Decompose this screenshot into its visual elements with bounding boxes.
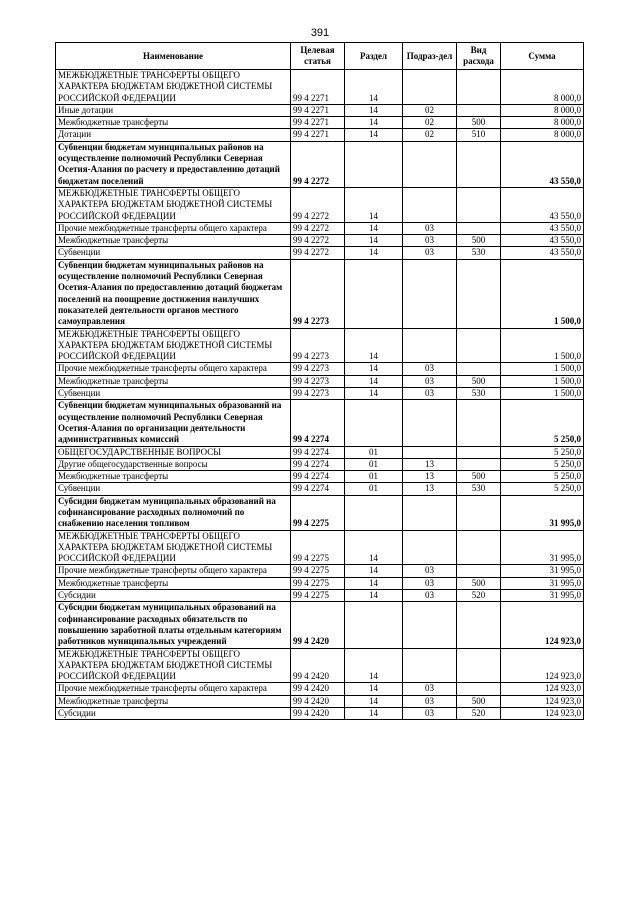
row-expense-type: 500 [457,471,501,483]
table-row [56,695,584,707]
row-target-code: 99 4 2271 [291,129,345,141]
table-row [56,141,584,187]
row-subsection [403,648,457,683]
row-target-code: 99 4 2272 [291,141,345,187]
row-section: 14 [345,683,403,695]
table-row [56,483,584,495]
table-row [56,648,584,683]
row-name: МЕЖБЮДЖЕТНЫЕ ТРАНСФЕРТЫ ОБЩЕГО ХАРАКТЕРА БЮДЖЕТАМ БЮДЖЕТНОЙ СИСТЕМЫ РОССИЙСКОЙ ФЕДЕРАЦИИ [56,187,291,222]
table-header-row [56,43,584,70]
header-target-code: Целевая статья [291,43,345,70]
row-expense-type [457,530,501,565]
table-row [56,471,584,483]
row-name: МЕЖБЮДЖЕТНЫЕ ТРАНСФЕРТЫ ОБЩЕГО ХАРАКТЕРА БЮДЖЕТАМ БЮДЖЕТНОЙ СИСТЕМЫ РОССИЙСКОЙ ФЕДЕРАЦИИ [56,70,291,105]
row-expense-type: 510 [457,129,501,141]
row-section: 14 [345,70,403,105]
row-amount: 31 995,0 [501,590,584,602]
row-subsection: 02 [403,129,457,141]
row-target-code: 99 4 2274 [291,458,345,470]
row-name: Дотации [56,129,291,141]
row-amount: 1 500,0 [501,375,584,387]
row-expense-type [457,187,501,222]
row-amount: 124 923,0 [501,708,584,720]
table-row [56,363,584,375]
row-name: Субвенции бюджетам муниципальных образований на осуществление полномочий Республики Северная Осетия-Алания по организации деятельности административных комиссий [56,400,291,446]
row-expense-type [457,70,501,105]
row-section: 14 [345,375,403,387]
row-expense-type: 530 [457,388,501,400]
row-name: Субвенции бюджетам муниципальных районов на осуществление полномочий Республики Северная Осетия-Алания по предоставлению дотаций бюджетам поселений на поощрение достижения наилучших показателей деятельности органов местного самоуправления [56,259,291,328]
table-row [56,328,584,363]
row-subsection: 13 [403,471,457,483]
table-row [56,565,584,577]
row-amount: 8 000,0 [501,129,584,141]
row-expense-type [457,648,501,683]
row-amount: 124 923,0 [501,602,584,648]
row-amount: 5 250,0 [501,458,584,470]
row-expense-type [457,222,501,234]
row-target-code: 99 4 2275 [291,530,345,565]
row-subsection [403,602,457,648]
row-name: Межбюджетные трансферты [56,577,291,589]
row-amount: 8 000,0 [501,70,584,105]
row-amount: 43 550,0 [501,141,584,187]
row-target-code: 99 4 2274 [291,400,345,446]
row-subsection: 03 [403,565,457,577]
table-row [56,530,584,565]
row-subsection [403,141,457,187]
row-subsection: 03 [403,388,457,400]
row-target-code: 99 4 2275 [291,590,345,602]
table-row [56,577,584,589]
row-section: 14 [345,235,403,247]
row-target-code: 99 4 2275 [291,565,345,577]
row-amount: 5 250,0 [501,483,584,495]
row-expense-type: 530 [457,247,501,259]
row-section: 14 [345,565,403,577]
row-subsection: 03 [403,695,457,707]
row-target-code: 99 4 2272 [291,247,345,259]
row-subsection: 02 [403,104,457,116]
row-target-code: 99 4 2271 [291,117,345,129]
row-expense-type: 500 [457,117,501,129]
row-subsection: 03 [403,708,457,720]
row-expense-type: 520 [457,590,501,602]
row-subsection: 03 [403,247,457,259]
table-row [56,129,584,141]
row-section [345,602,403,648]
row-expense-type [457,458,501,470]
row-expense-type: 500 [457,235,501,247]
row-section: 01 [345,458,403,470]
table-row [56,117,584,129]
row-expense-type [457,446,501,458]
row-amount: 31 995,0 [501,565,584,577]
table-row [56,388,584,400]
table-row [56,683,584,695]
row-section: 14 [345,187,403,222]
row-amount: 5 250,0 [501,471,584,483]
row-name: ОБЩЕГОСУДАРСТВЕННЫЕ ВОПРОСЫ [56,446,291,458]
header-expense-type: Вид расхода [457,43,501,70]
row-target-code: 99 4 2273 [291,388,345,400]
row-section: 01 [345,446,403,458]
row-section: 01 [345,471,403,483]
row-subsection: 03 [403,683,457,695]
row-name: Межбюджетные трансферты [56,235,291,247]
row-expense-type [457,328,501,363]
row-section: 14 [345,708,403,720]
row-target-code: 99 4 2275 [291,577,345,589]
row-section: 14 [345,129,403,141]
row-amount: 5 250,0 [501,446,584,458]
row-name: Субсидии бюджетам муниципальных образований на софинансирование расходных обязательств по повышению заработной платы отдельным категориям работников муниципальных учреждений [56,602,291,648]
row-amount: 124 923,0 [501,648,584,683]
row-amount: 8 000,0 [501,117,584,129]
table-row [56,446,584,458]
row-name: Межбюджетные трансферты [56,117,291,129]
row-expense-type [457,104,501,116]
row-target-code: 99 4 2420 [291,648,345,683]
row-amount: 1 500,0 [501,388,584,400]
row-subsection [403,400,457,446]
table-row [56,458,584,470]
row-subsection [403,70,457,105]
row-target-code: 99 4 2273 [291,363,345,375]
row-expense-type: 500 [457,375,501,387]
budget-table [55,42,584,720]
row-section: 14 [345,117,403,129]
row-subsection: 03 [403,590,457,602]
row-section [345,495,403,530]
row-section: 14 [345,328,403,363]
row-amount: 43 550,0 [501,187,584,222]
row-amount: 8 000,0 [501,104,584,116]
row-section: 14 [345,695,403,707]
row-name: Субсидии [56,708,291,720]
table-row [56,235,584,247]
row-target-code: 99 4 2272 [291,222,345,234]
row-expense-type [457,602,501,648]
row-expense-type [457,495,501,530]
row-name: Субвенции бюджетам муниципальных районов на осуществление полномочий Республики Северная Осетия-Алания по расчету и предоставлению дотаций бюджетам поселений [56,141,291,187]
page-number: 391 [310,27,330,39]
row-target-code: 99 4 2271 [291,104,345,116]
row-subsection: 02 [403,117,457,129]
row-subsection: 03 [403,363,457,375]
row-expense-type [457,565,501,577]
row-amount: 31 995,0 [501,577,584,589]
row-section: 01 [345,483,403,495]
row-section: 14 [345,577,403,589]
row-name: Субсидии бюджетам муниципальных образований на софинансирование расходных полномочий по снабжению населения топливом [56,495,291,530]
row-target-code: 99 4 2272 [291,235,345,247]
row-subsection: 03 [403,375,457,387]
row-name: Прочие межбюджетные трансферты общего характера [56,565,291,577]
row-amount: 124 923,0 [501,683,584,695]
row-amount: 1 500,0 [501,259,584,328]
row-section [345,141,403,187]
row-amount: 1 500,0 [501,363,584,375]
row-subsection: 03 [403,222,457,234]
row-name: Прочие межбюджетные трансферты общего характера [56,683,291,695]
row-amount: 31 995,0 [501,530,584,565]
row-target-code: 99 4 2273 [291,328,345,363]
table-row [56,590,584,602]
row-amount: 1 500,0 [501,328,584,363]
row-name: Иные дотации [56,104,291,116]
row-name: Прочие межбюджетные трансферты общего характера [56,222,291,234]
row-section: 14 [345,648,403,683]
table-body [56,70,584,720]
row-section: 14 [345,590,403,602]
row-expense-type [457,259,501,328]
row-name: Межбюджетные трансферты [56,375,291,387]
row-name: МЕЖБЮДЖЕТНЫЕ ТРАНСФЕРТЫ ОБЩЕГО ХАРАКТЕРА БЮДЖЕТАМ БЮДЖЕТНОЙ СИСТЕМЫ РОССИЙСКОЙ ФЕДЕРАЦИИ [56,530,291,565]
header-amount: Сумма [501,43,584,70]
row-section [345,400,403,446]
row-name: Другие общегосударственные вопросы [56,458,291,470]
row-expense-type [457,400,501,446]
row-subsection: 03 [403,577,457,589]
table-row [56,222,584,234]
row-subsection [403,530,457,565]
row-expense-type [457,683,501,695]
row-target-code: 99 4 2273 [291,259,345,328]
table-row [56,259,584,328]
row-target-code: 99 4 2273 [291,375,345,387]
row-section: 14 [345,530,403,565]
row-target-code: 99 4 2420 [291,708,345,720]
row-expense-type [457,363,501,375]
row-amount: 43 550,0 [501,235,584,247]
table-row [56,708,584,720]
row-target-code: 99 4 2272 [291,187,345,222]
table-row [56,70,584,105]
row-subsection [403,187,457,222]
table-row [56,400,584,446]
row-amount: 31 995,0 [501,495,584,530]
header-section: Раздел [345,43,403,70]
table-row [56,104,584,116]
row-section: 14 [345,388,403,400]
row-target-code: 99 4 2271 [291,70,345,105]
table-row [56,602,584,648]
row-section: 14 [345,222,403,234]
row-target-code: 99 4 2274 [291,471,345,483]
row-target-code: 99 4 2420 [291,683,345,695]
row-subsection [403,446,457,458]
row-expense-type: 500 [457,577,501,589]
table-row [56,247,584,259]
row-subsection [403,495,457,530]
row-name: Межбюджетные трансферты [56,471,291,483]
row-name: МЕЖБЮДЖЕТНЫЕ ТРАНСФЕРТЫ ОБЩЕГО ХАРАКТЕРА БЮДЖЕТАМ БЮДЖЕТНОЙ СИСТЕМЫ РОССИЙСКОЙ ФЕДЕРАЦИИ [56,648,291,683]
row-name: МЕЖБЮДЖЕТНЫЕ ТРАНСФЕРТЫ ОБЩЕГО ХАРАКТЕРА БЮДЖЕТАМ БЮДЖЕТНОЙ СИСТЕМЫ РОССИЙСКОЙ ФЕДЕРАЦИИ [56,328,291,363]
row-subsection: 03 [403,235,457,247]
row-expense-type: 500 [457,695,501,707]
table-row [56,495,584,530]
header-subsection: Подраз-дел [403,43,457,70]
row-expense-type: 520 [457,708,501,720]
table-row [56,375,584,387]
row-section [345,259,403,328]
row-expense-type [457,141,501,187]
row-section: 14 [345,363,403,375]
row-amount: 43 550,0 [501,222,584,234]
row-subsection: 13 [403,483,457,495]
row-amount: 5 250,0 [501,400,584,446]
row-target-code: 99 4 2275 [291,495,345,530]
row-amount: 43 550,0 [501,247,584,259]
header-name: Наименование [56,43,291,70]
row-section: 14 [345,104,403,116]
row-target-code: 99 4 2274 [291,483,345,495]
row-target-code: 99 4 2420 [291,695,345,707]
row-target-code: 99 4 2420 [291,602,345,648]
row-name: Межбюджетные трансферты [56,695,291,707]
row-amount: 124 923,0 [501,695,584,707]
row-name: Субвенции [56,247,291,259]
row-section: 14 [345,247,403,259]
row-name: Прочие межбюджетные трансферты общего характера [56,363,291,375]
row-target-code: 99 4 2274 [291,446,345,458]
row-name: Субсидии [56,590,291,602]
row-name: Субвенции [56,388,291,400]
row-subsection [403,259,457,328]
row-expense-type: 530 [457,483,501,495]
table-row [56,187,584,222]
row-subsection [403,328,457,363]
row-name: Субвенции [56,483,291,495]
row-subsection: 13 [403,458,457,470]
